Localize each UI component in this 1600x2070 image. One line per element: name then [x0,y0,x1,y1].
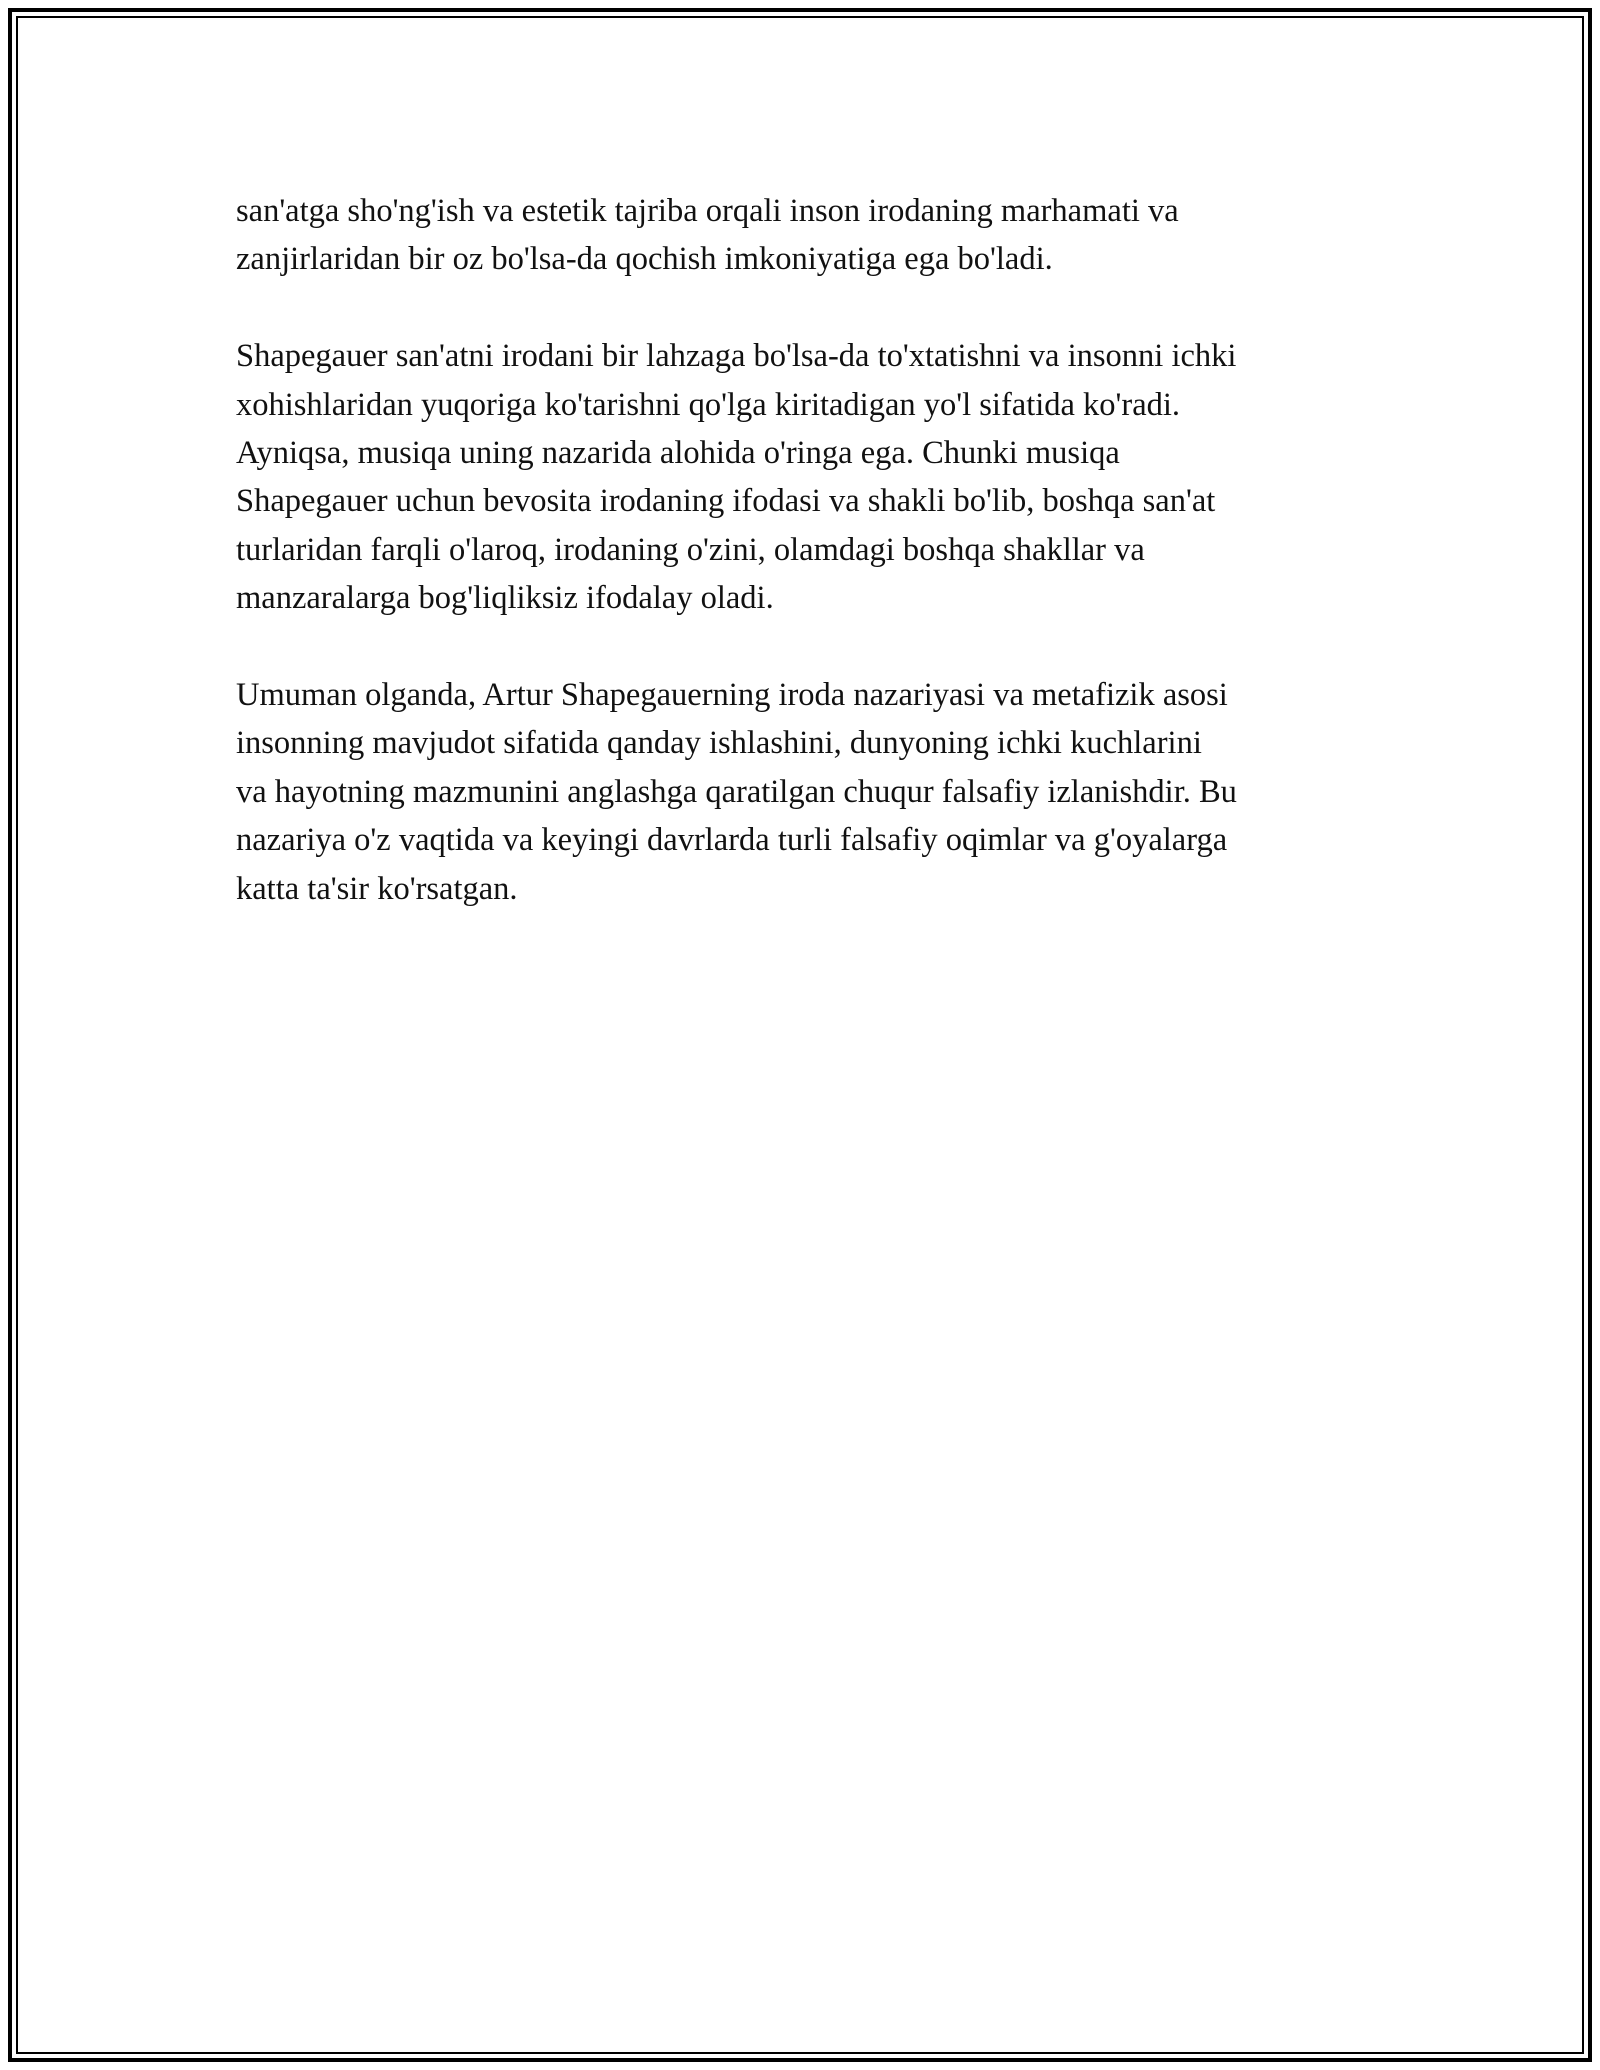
text-line: nazariya o'z vaqtida va keyingi davrlarda turli falsafiy oqimlar va g'oyalarga [236,822,1228,859]
text-line: va hayotning mazmunini anglashga qaratilgan chuqur falsafiy izlanishdir. Bu [236,773,1237,810]
text-line: insonning mavjudot sifatida qanday ishlashini, dunyoning ichki kuchlarini [236,725,1202,762]
text-line: turlaridan farqli o'laroq, irodaning o'zini, olamdagi boshqa shakllar va [236,531,1145,568]
paragraph-1 [236,187,1406,284]
text-line: manzaralarga bog'liqliksiz ifodalay oladi. [236,580,774,617]
text-line: Ayniqsa, musiqa uning nazarida alohida o'ringa ega. Chunki musiqa [236,435,1120,472]
text-line: Shapegauer san'atni irodani bir lahzaga bo'lsa-da to'xtatishni va insonni ichki [236,338,1237,375]
text-line: xohishlaridan yuqoriga ko'tarishni qo'lga kiritadigan yo'l sifatida ko'radi. [236,386,1181,423]
document-body [236,187,1406,961]
paragraph-3 [236,671,1406,913]
text-line: Shapegauer uchun bevosita irodaning ifodasi va shakli bo'lib, boshqa san'at [236,483,1216,520]
paragraph-2 [236,332,1406,622]
text-line: zanjirlaridan bir oz bo'lsa-da qochish imkoniyatiga ega bo'ladi. [236,241,1053,278]
text-line: Umuman olganda, Artur Shapegauerning iroda nazariyasi va metafizik asosi [236,677,1228,714]
text-line: san'atga sho'ng'ish va estetik tajriba orqali inson irodaning marhamati va [236,193,1179,229]
text-line: katta ta'sir ko'rsatgan. [236,870,518,907]
